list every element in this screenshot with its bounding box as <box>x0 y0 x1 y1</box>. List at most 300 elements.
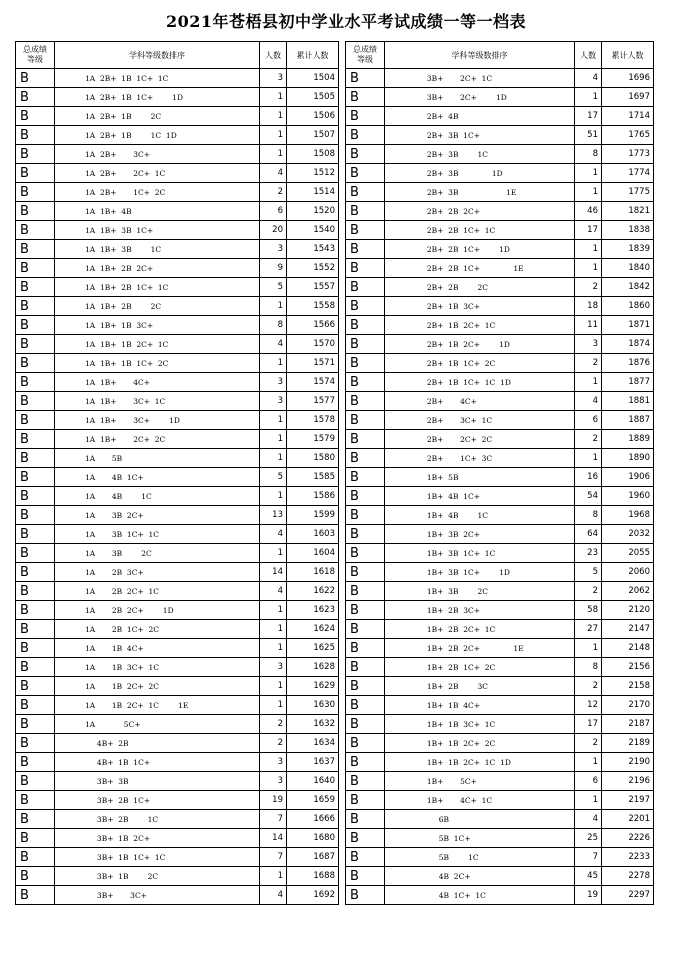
count-cell: 1 <box>575 183 602 202</box>
table-row <box>16 430 339 449</box>
grade-cell: B <box>16 620 55 639</box>
pattern-text: 2B+ 4C+ <box>403 396 477 406</box>
pattern-cell <box>385 468 575 487</box>
cumulative-cell: 1586 <box>287 487 339 506</box>
grade-header: 总成绩 等级 <box>16 42 55 69</box>
pattern-cell <box>55 373 260 392</box>
pattern-header: 学科等级数排序 <box>55 42 260 69</box>
pattern-text: 1A 1B+ 4C+ <box>85 377 151 387</box>
pattern-cell <box>385 506 575 525</box>
count-cell: 1 <box>260 544 287 563</box>
table-row <box>346 126 654 145</box>
table-row <box>16 601 339 620</box>
grade-cell: B <box>346 221 385 240</box>
table-row <box>346 772 654 791</box>
pattern-text: 2B+ 3B 1C <box>403 149 489 159</box>
pattern-cell <box>385 240 575 259</box>
pattern-text: 1A 1B+ 2B 2C <box>85 301 162 311</box>
table-row <box>346 183 654 202</box>
grade-cell: B <box>346 69 385 88</box>
pattern-text: 2B+ 1C+ 3C <box>403 453 493 463</box>
pattern-text: 1B+ 2B 3C+ <box>403 605 481 615</box>
count-header: 人数 <box>260 42 287 69</box>
pattern-cell <box>55 202 260 221</box>
grade-cell: B <box>16 335 55 354</box>
cumulative-cell: 1630 <box>287 696 339 715</box>
table-row <box>346 829 654 848</box>
table-row <box>16 411 339 430</box>
pattern-cell <box>385 411 575 430</box>
pattern-text: 1B+ 1B 3C+ 1C <box>403 719 496 729</box>
table-row <box>346 335 654 354</box>
pattern-text: 3B+ 2C+ 1D <box>403 92 507 102</box>
pattern-cell <box>55 126 260 145</box>
count-cell: 1 <box>260 696 287 715</box>
count-cell: 1 <box>260 88 287 107</box>
count-cell: 2 <box>260 734 287 753</box>
pattern-text: 3B+ 3B <box>85 776 129 786</box>
pattern-text: 1A 2B+ 3C+ <box>85 149 151 159</box>
cumulative-cell: 1558 <box>287 297 339 316</box>
grade-cell: B <box>346 88 385 107</box>
count-cell: 1 <box>260 601 287 620</box>
table-row <box>346 563 654 582</box>
count-cell: 1 <box>260 639 287 658</box>
grade-cell: B <box>16 791 55 810</box>
cumulative-cell: 1506 <box>287 107 339 126</box>
table-row <box>346 221 654 240</box>
grade-cell: B <box>346 392 385 411</box>
grade-cell: B <box>346 563 385 582</box>
pattern-cell <box>385 373 575 392</box>
pattern-cell <box>385 297 575 316</box>
grade-cell: B <box>16 582 55 601</box>
count-cell: 9 <box>260 259 287 278</box>
pattern-cell <box>385 715 575 734</box>
count-cell: 1 <box>260 677 287 696</box>
pattern-text: 1A 1B+ 1B 3C+ <box>85 320 154 330</box>
count-cell: 8 <box>575 506 602 525</box>
count-cell: 4 <box>575 69 602 88</box>
pattern-cell <box>55 354 260 373</box>
count-cell: 6 <box>575 772 602 791</box>
count-cell: 1 <box>575 240 602 259</box>
pattern-cell <box>55 525 260 544</box>
table-row <box>346 164 654 183</box>
count-cell: 3 <box>260 240 287 259</box>
count-cell: 13 <box>260 506 287 525</box>
cumulative-cell: 1659 <box>287 791 339 810</box>
cumulative-cell: 1666 <box>287 810 339 829</box>
cumulative-cell: 1876 <box>602 354 654 373</box>
table-row <box>346 601 654 620</box>
cumulative-cell: 1629 <box>287 677 339 696</box>
count-cell: 7 <box>260 848 287 867</box>
count-cell: 2 <box>260 715 287 734</box>
cumulative-cell: 1890 <box>602 449 654 468</box>
count-cell: 2 <box>575 734 602 753</box>
count-cell: 5 <box>260 278 287 297</box>
pattern-text: 2B+ 2B 2C+ <box>403 206 481 216</box>
count-cell: 12 <box>575 696 602 715</box>
grade-cell: B <box>346 202 385 221</box>
count-header: 人数 <box>575 42 602 69</box>
count-cell: 7 <box>260 810 287 829</box>
cumulative-cell: 1860 <box>602 297 654 316</box>
pattern-cell <box>385 639 575 658</box>
pattern-text: 1A 2B+ 1C+ 2C <box>85 187 166 197</box>
cumulative-cell: 1680 <box>287 829 339 848</box>
cumulative-header: 累计人数 <box>602 42 654 69</box>
grade-cell: B <box>16 183 55 202</box>
table-row <box>16 867 339 886</box>
pattern-cell <box>55 107 260 126</box>
pattern-cell <box>385 677 575 696</box>
pattern-text: 4B+ 1B 1C+ <box>85 757 151 767</box>
pattern-text: 5B 1C <box>403 852 479 862</box>
cumulative-cell: 2278 <box>602 867 654 886</box>
table-row <box>346 677 654 696</box>
count-cell: 25 <box>575 829 602 848</box>
pattern-text: 1A 2B+ 1B 1C+ 1D <box>85 92 183 102</box>
cumulative-cell: 1874 <box>602 335 654 354</box>
pattern-cell <box>385 601 575 620</box>
count-cell: 2 <box>260 183 287 202</box>
count-cell: 1 <box>260 297 287 316</box>
pattern-text: 4B+ 2B <box>85 738 129 748</box>
pattern-text: 2B+ 2B 1C+ 1E <box>403 263 524 273</box>
grade-cell: B <box>346 848 385 867</box>
count-cell: 1 <box>575 639 602 658</box>
cumulative-cell: 1632 <box>287 715 339 734</box>
count-cell: 1 <box>575 449 602 468</box>
pattern-text: 3B+ 2C+ 1C <box>403 73 493 83</box>
table-row <box>16 259 339 278</box>
cumulative-cell: 1838 <box>602 221 654 240</box>
table-row <box>16 544 339 563</box>
grade-cell: B <box>16 544 55 563</box>
count-cell: 4 <box>260 582 287 601</box>
table-row <box>16 563 339 582</box>
table-header-row <box>16 42 339 69</box>
pattern-text: 1B+ 3B 2C <box>403 586 489 596</box>
table-body-left <box>16 69 339 905</box>
pattern-text: 1A 2B+ 1B 2C <box>85 111 162 121</box>
pattern-cell <box>55 848 260 867</box>
cumulative-cell: 1765 <box>602 126 654 145</box>
count-cell: 8 <box>575 145 602 164</box>
grade-cell: B <box>16 715 55 734</box>
pattern-cell <box>55 468 260 487</box>
pattern-cell <box>55 259 260 278</box>
count-cell: 1 <box>260 145 287 164</box>
table-row <box>16 848 339 867</box>
pattern-cell <box>385 430 575 449</box>
count-cell: 4 <box>260 525 287 544</box>
grade-cell: B <box>16 107 55 126</box>
cumulative-cell: 2032 <box>602 525 654 544</box>
grade-cell: B <box>16 506 55 525</box>
cumulative-cell: 1624 <box>287 620 339 639</box>
pattern-text: 1A 1B+ 2C+ 2C <box>85 434 166 444</box>
pattern-cell <box>55 278 260 297</box>
pattern-text: 1A 3B 2C <box>85 548 152 558</box>
grade-cell: B <box>346 468 385 487</box>
table-row <box>346 392 654 411</box>
cumulative-cell: 1877 <box>602 373 654 392</box>
grade-cell: B <box>346 734 385 753</box>
cumulative-cell: 1628 <box>287 658 339 677</box>
grade-cell: B <box>346 373 385 392</box>
cumulative-cell: 1599 <box>287 506 339 525</box>
count-cell: 2 <box>575 354 602 373</box>
cumulative-cell: 2060 <box>602 563 654 582</box>
pattern-cell <box>385 335 575 354</box>
pattern-cell <box>385 126 575 145</box>
pattern-cell <box>55 411 260 430</box>
cumulative-cell: 2196 <box>602 772 654 791</box>
grade-cell: B <box>16 411 55 430</box>
pattern-cell <box>55 772 260 791</box>
cumulative-cell: 1839 <box>602 240 654 259</box>
count-cell: 23 <box>575 544 602 563</box>
pattern-text: 2B+ 2B 1C+ 1C <box>403 225 496 235</box>
pattern-cell <box>55 297 260 316</box>
pattern-text: 2B+ 3B 1E <box>403 187 517 197</box>
pattern-cell <box>385 88 575 107</box>
pattern-cell <box>385 848 575 867</box>
pattern-text: 2B+ 4B <box>403 111 459 121</box>
cumulative-cell: 2201 <box>602 810 654 829</box>
table-row <box>346 525 654 544</box>
grade-cell: B <box>346 506 385 525</box>
pattern-cell <box>55 487 260 506</box>
count-cell: 1 <box>575 373 602 392</box>
pattern-text: 3B+ 1B 2C+ <box>85 833 151 843</box>
pattern-text: 2B+ 2B 2C <box>403 282 489 292</box>
grade-cell: B <box>346 354 385 373</box>
cumulative-cell: 1821 <box>602 202 654 221</box>
cumulative-cell: 2189 <box>602 734 654 753</box>
cumulative-cell: 1585 <box>287 468 339 487</box>
pattern-cell <box>385 259 575 278</box>
table-row <box>346 658 654 677</box>
grade-cell: B <box>346 183 385 202</box>
pattern-text: 1A 4B 1C+ <box>85 472 144 482</box>
table-row <box>346 544 654 563</box>
pattern-text: 1A 1B 4C+ <box>85 643 144 653</box>
pattern-text: 1B+ 4B 1C+ <box>403 491 481 501</box>
pattern-cell <box>385 487 575 506</box>
pattern-text: 5B 1C+ <box>403 833 471 843</box>
pattern-cell <box>385 753 575 772</box>
grade-cell: B <box>16 88 55 107</box>
count-cell: 2 <box>575 430 602 449</box>
pattern-cell <box>55 753 260 772</box>
grade-cell: B <box>346 107 385 126</box>
cumulative-cell: 2297 <box>602 886 654 905</box>
table-row <box>16 354 339 373</box>
table-row <box>16 639 339 658</box>
pattern-text: 4B 2C+ <box>403 871 471 881</box>
pattern-text: 1B+ 3B 1C+ 1D <box>403 567 510 577</box>
grade-cell: B <box>16 772 55 791</box>
grade-header: 总成绩 等级 <box>346 42 385 69</box>
grade-cell: B <box>16 354 55 373</box>
grade-cell: B <box>16 677 55 696</box>
pattern-text: 1B+ 5C+ <box>403 776 477 786</box>
pattern-text: 1A 1B+ 2B 1C+ 1C <box>85 282 169 292</box>
table-row <box>346 259 654 278</box>
cumulative-cell: 1540 <box>287 221 339 240</box>
cumulative-cell: 1579 <box>287 430 339 449</box>
table-row <box>16 734 339 753</box>
table-row <box>346 354 654 373</box>
grade-cell: B <box>16 639 55 658</box>
grade-cell: B <box>346 639 385 658</box>
pattern-text: 1B+ 2B 1C+ 2C <box>403 662 496 672</box>
cumulative-cell: 1625 <box>287 639 339 658</box>
cumulative-cell: 1696 <box>602 69 654 88</box>
grade-cell: B <box>346 145 385 164</box>
cumulative-cell: 1637 <box>287 753 339 772</box>
pattern-text: 1B+ 5B <box>403 472 459 482</box>
pattern-text: 1A 5C+ <box>85 719 141 729</box>
table-row <box>16 278 339 297</box>
table-row <box>346 753 654 772</box>
table-row <box>16 373 339 392</box>
pattern-cell <box>55 183 260 202</box>
table-row <box>16 335 339 354</box>
grade-cell: B <box>16 164 55 183</box>
page-title: 2021年苍梧县初中学业水平考试成绩一等一档表 <box>165 12 527 31</box>
grade-cell: B <box>346 867 385 886</box>
table-row <box>346 696 654 715</box>
pattern-text: 3B+ 3C+ <box>85 890 147 900</box>
pattern-text: 1B+ 3B 2C+ <box>403 529 481 539</box>
cumulative-cell: 1580 <box>287 449 339 468</box>
table-row <box>346 810 654 829</box>
grade-cell: B <box>16 240 55 259</box>
cumulative-cell: 2187 <box>602 715 654 734</box>
count-cell: 27 <box>575 620 602 639</box>
pattern-text: 1A 3B 2C+ <box>85 510 144 520</box>
pattern-text: 1A 1B+ 3C+ 1D <box>85 415 180 425</box>
pattern-text: 1B+ 2B 3C <box>403 681 489 691</box>
cumulative-cell: 1881 <box>602 392 654 411</box>
count-cell: 4 <box>575 392 602 411</box>
cumulative-cell: 1557 <box>287 278 339 297</box>
count-cell: 3 <box>260 772 287 791</box>
pattern-cell <box>385 221 575 240</box>
grade-cell: B <box>346 696 385 715</box>
pattern-cell <box>385 202 575 221</box>
cumulative-cell: 1688 <box>287 867 339 886</box>
table-row <box>16 69 339 88</box>
grade-cell: B <box>16 259 55 278</box>
count-cell: 1 <box>260 107 287 126</box>
count-cell: 1 <box>575 753 602 772</box>
grade-cell: B <box>346 658 385 677</box>
grade-cell: B <box>16 753 55 772</box>
table-row <box>16 183 339 202</box>
pattern-text: 3B+ 2B 1C <box>85 814 159 824</box>
grade-cell: B <box>16 867 55 886</box>
pattern-cell <box>55 677 260 696</box>
pattern-text: 2B+ 3B 1D <box>403 168 503 178</box>
pattern-cell <box>55 563 260 582</box>
grade-cell: B <box>16 525 55 544</box>
pattern-cell <box>55 791 260 810</box>
grade-cell: B <box>346 582 385 601</box>
cumulative-cell: 1889 <box>602 430 654 449</box>
table-row <box>346 639 654 658</box>
cumulative-cell: 1622 <box>287 582 339 601</box>
pattern-cell <box>385 658 575 677</box>
pattern-text: 3B+ 2B 1C+ <box>85 795 151 805</box>
table-row <box>346 848 654 867</box>
grade-cell: B <box>16 886 55 905</box>
count-cell: 14 <box>260 563 287 582</box>
grade-cell: B <box>16 69 55 88</box>
count-cell: 1 <box>575 791 602 810</box>
grade-cell: B <box>16 392 55 411</box>
table-row <box>346 430 654 449</box>
cumulative-cell: 2170 <box>602 696 654 715</box>
table-row <box>346 411 654 430</box>
grade-cell: B <box>346 715 385 734</box>
pattern-cell <box>55 601 260 620</box>
pattern-cell <box>55 658 260 677</box>
count-cell: 18 <box>575 297 602 316</box>
grade-cell: B <box>346 791 385 810</box>
cumulative-cell: 1507 <box>287 126 339 145</box>
count-cell: 1 <box>260 126 287 145</box>
grade-cell: B <box>346 240 385 259</box>
pattern-text: 1A 1B 2C+ 1C 1E <box>85 700 189 710</box>
grade-cell: B <box>346 316 385 335</box>
grade-cell: B <box>346 126 385 145</box>
grade-cell: B <box>346 544 385 563</box>
count-cell: 1 <box>575 164 602 183</box>
grade-cell: B <box>346 335 385 354</box>
pattern-text: 1B+ 4C+ 1C <box>403 795 493 805</box>
count-cell: 16 <box>575 468 602 487</box>
grade-cell: B <box>346 886 385 905</box>
pattern-cell <box>55 449 260 468</box>
pattern-text: 1A 1B+ 1B 1C+ 2C <box>85 358 169 368</box>
pattern-cell <box>385 164 575 183</box>
table-row <box>16 449 339 468</box>
cumulative-cell: 1960 <box>602 487 654 506</box>
table-row <box>16 810 339 829</box>
count-cell: 19 <box>260 791 287 810</box>
grade-cell: B <box>16 145 55 164</box>
pattern-cell <box>385 867 575 886</box>
grade-cell: B <box>16 734 55 753</box>
cumulative-cell: 1906 <box>602 468 654 487</box>
count-cell: 1 <box>575 88 602 107</box>
pattern-cell <box>385 544 575 563</box>
pattern-text: 1A 2B 3C+ <box>85 567 144 577</box>
table-row <box>16 392 339 411</box>
grade-cell: B <box>16 430 55 449</box>
pattern-cell <box>55 734 260 753</box>
grade-table-right <box>345 41 654 905</box>
count-cell: 4 <box>260 335 287 354</box>
pattern-cell <box>55 316 260 335</box>
table-row <box>16 677 339 696</box>
